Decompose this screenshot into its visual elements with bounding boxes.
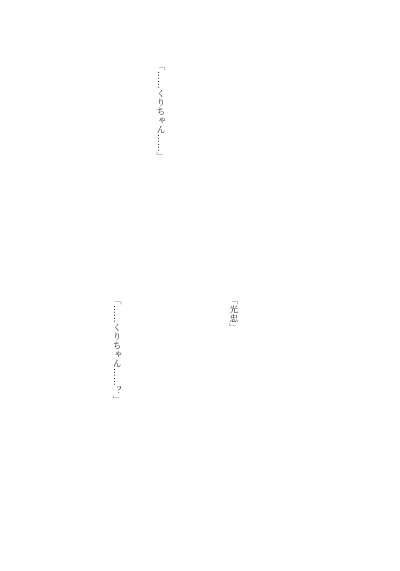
text-line [181, 296, 196, 502]
text-line [269, 62, 284, 268]
text-line [225, 62, 240, 268]
text-line [254, 296, 269, 502]
text-line [327, 296, 342, 502]
lower-text-tier [58, 296, 342, 502]
upper-text-tier [58, 62, 342, 268]
text-line [327, 62, 342, 268]
text-line [79, 62, 94, 268]
text-line [109, 62, 124, 268]
text-line [94, 296, 109, 502]
text-line [94, 62, 109, 268]
text-line [313, 62, 328, 268]
text-line [313, 296, 328, 502]
text-line [240, 296, 255, 502]
text-line: 「光忠」 [227, 296, 238, 332]
text-line [211, 296, 226, 502]
text-line [138, 62, 153, 268]
text-line [284, 62, 299, 268]
text-line [196, 296, 211, 502]
text-line [196, 62, 211, 268]
text-line [298, 296, 313, 502]
text-line [138, 296, 153, 502]
text-line [254, 62, 269, 268]
text-line [152, 296, 167, 502]
text-line [123, 296, 138, 502]
text-line [167, 296, 182, 502]
text-line: 「……くりちゃん……？」 [111, 296, 122, 404]
text-line: 「……くりちゃん……」 [154, 62, 165, 161]
text-line [298, 62, 313, 268]
text-line [240, 62, 255, 268]
text-line [284, 296, 299, 502]
text-line [123, 62, 138, 268]
text-line [167, 62, 182, 268]
text-line [211, 62, 226, 268]
text-line [181, 62, 196, 268]
text-line [269, 296, 284, 502]
